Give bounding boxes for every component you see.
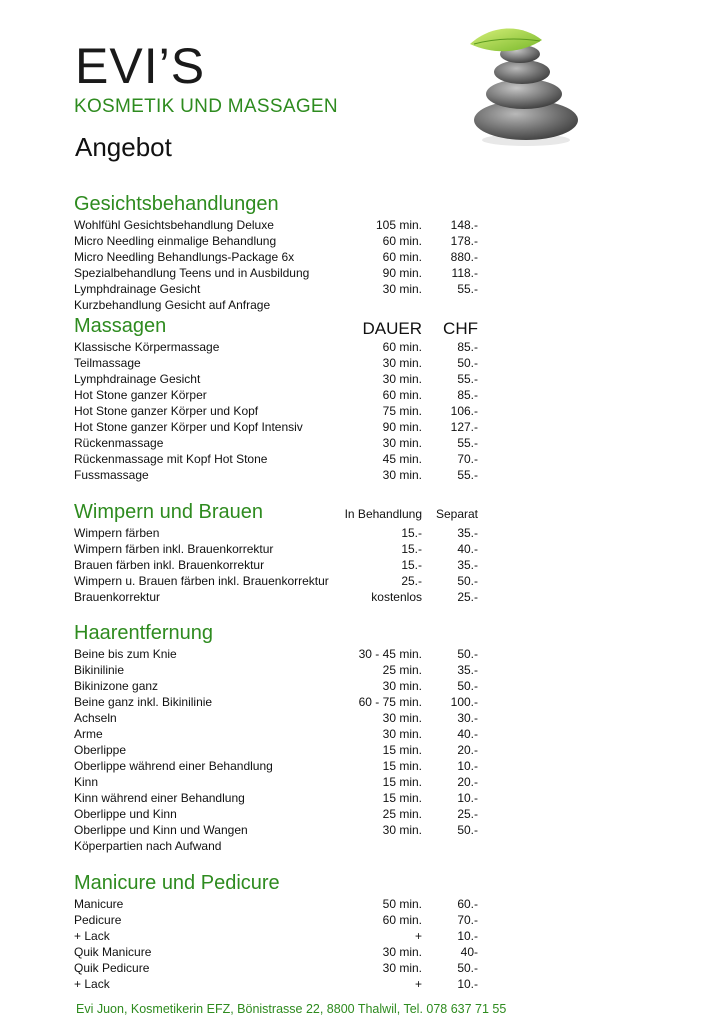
price-row bbox=[74, 281, 494, 297]
service-price: 85.- bbox=[457, 340, 478, 354]
section bbox=[74, 315, 494, 483]
service-name: Brauenkorrektur bbox=[74, 590, 161, 604]
section bbox=[74, 193, 494, 313]
price-row bbox=[74, 646, 494, 662]
service-price: 10.- bbox=[457, 929, 478, 943]
service-name: Achseln bbox=[74, 711, 117, 725]
service-name: Wimpern u. Brauen färben inkl. Brauenkorrektur bbox=[74, 574, 329, 588]
price-row bbox=[74, 419, 494, 435]
service-duration: 25.- bbox=[401, 574, 422, 588]
service-duration: 60 min. bbox=[382, 388, 422, 402]
price-row bbox=[74, 774, 494, 790]
service-price: 50.- bbox=[457, 647, 478, 661]
service-price: 55.- bbox=[457, 372, 478, 386]
service-duration: 25 min. bbox=[382, 663, 422, 677]
service-price: 40.- bbox=[457, 542, 478, 556]
service-duration: 50 min. bbox=[382, 897, 422, 911]
column-header-2: CHF bbox=[443, 319, 478, 338]
service-duration: 45 min. bbox=[382, 452, 422, 466]
service-duration: 30 min. bbox=[382, 823, 422, 837]
price-row bbox=[74, 233, 494, 249]
service-name: Teilmassage bbox=[74, 356, 141, 370]
service-duration: 105 min. bbox=[375, 218, 422, 232]
service-name: Kurzbehandlung Gesicht auf Anfrage bbox=[74, 298, 271, 312]
service-duration: 30 - 45 min. bbox=[358, 647, 422, 661]
section-header bbox=[74, 315, 494, 339]
price-row bbox=[74, 806, 494, 822]
service-price: 55.- bbox=[457, 282, 478, 296]
service-price: 40.- bbox=[457, 727, 478, 741]
price-row bbox=[74, 387, 494, 403]
price-row bbox=[74, 573, 494, 589]
service-price: 50.- bbox=[457, 356, 478, 370]
service-duration: 90 min. bbox=[382, 266, 422, 280]
service-name: Pedicure bbox=[74, 913, 122, 927]
price-row bbox=[74, 371, 494, 387]
column-header-2: Separat bbox=[435, 507, 478, 521]
service-duration: 30 min. bbox=[382, 372, 422, 386]
service-duration: 30 min. bbox=[382, 711, 422, 725]
service-duration: 60 min. bbox=[382, 913, 422, 927]
price-row bbox=[74, 339, 494, 355]
footer-contact: Evi Juon, Kosmetikerin EFZ, Bönistrasse 22, 8800 Thalwil, Tel. 078 637 71 55 bbox=[76, 1002, 507, 1016]
price-row bbox=[74, 726, 494, 742]
service-name: Oberlippe und Kinn und Wangen bbox=[74, 823, 248, 837]
service-duration: 90 min. bbox=[382, 420, 422, 434]
service-name: Oberlippe während einer Behandlung bbox=[74, 759, 273, 773]
service-duration: 25 min. bbox=[382, 807, 422, 821]
service-price: 118.- bbox=[451, 266, 478, 280]
service-name: Quik Manicure bbox=[74, 945, 152, 959]
service-price: 30.- bbox=[457, 711, 478, 725]
service-name: Hot Stone ganzer Körper und Kopf Intensiv bbox=[74, 420, 303, 434]
service-name: Wimpern färben inkl. Brauenkorrektur bbox=[74, 542, 274, 556]
service-duration: 15.- bbox=[401, 558, 422, 572]
service-price: 50.- bbox=[457, 679, 478, 693]
section-title: Wimpern und Brauen bbox=[74, 501, 263, 523]
service-name: Manicure bbox=[74, 897, 124, 911]
price-row bbox=[74, 557, 494, 573]
service-duration: 60 min. bbox=[382, 234, 422, 248]
service-duration: 30 min. bbox=[382, 727, 422, 741]
price-row bbox=[74, 217, 494, 233]
service-duration: 60 - 75 min. bbox=[358, 695, 422, 709]
service-price: 10.- bbox=[457, 977, 478, 991]
service-price: 70.- bbox=[457, 913, 478, 927]
price-row bbox=[74, 662, 494, 678]
service-duration: 30 min. bbox=[382, 436, 422, 450]
brand-title: EVI’S bbox=[75, 38, 206, 94]
service-duration: 75 min. bbox=[382, 404, 422, 418]
service-name: Klassische Körpermassage bbox=[74, 340, 220, 354]
service-price: 50.- bbox=[457, 574, 478, 588]
service-duration: 15.- bbox=[401, 542, 422, 556]
price-row bbox=[74, 297, 494, 313]
service-name: Fussmassage bbox=[74, 468, 149, 482]
service-duration: 60 min. bbox=[382, 250, 422, 264]
price-row bbox=[74, 742, 494, 758]
service-price: 50.- bbox=[457, 961, 478, 975]
section-title: Manicure und Pedicure bbox=[74, 872, 280, 894]
service-price: 178.- bbox=[450, 234, 478, 248]
service-name: Micro Needling einmalige Behandlung bbox=[74, 234, 277, 248]
service-duration: 30 min. bbox=[382, 468, 422, 482]
service-name: Quik Pedicure bbox=[74, 961, 150, 975]
price-row bbox=[74, 435, 494, 451]
price-row bbox=[74, 838, 494, 854]
service-duration: + bbox=[414, 977, 422, 991]
service-price: 25.- bbox=[457, 590, 478, 604]
price-row bbox=[74, 694, 494, 710]
service-price: 148.- bbox=[450, 218, 478, 232]
price-row bbox=[74, 525, 494, 541]
service-price: 85.- bbox=[457, 388, 478, 402]
service-name: Oberlippe und Kinn bbox=[74, 807, 177, 821]
section-title: Gesichtsbehandlungen bbox=[74, 193, 279, 215]
service-price: 127.- bbox=[450, 420, 478, 434]
service-duration: 30 min. bbox=[382, 679, 422, 693]
service-price: 40- bbox=[460, 945, 478, 959]
service-name: Lymphdrainage Gesicht bbox=[74, 282, 201, 296]
column-header-1: DAUER bbox=[362, 319, 422, 338]
service-duration: 15.- bbox=[401, 526, 422, 540]
service-price: 35.- bbox=[457, 663, 478, 677]
service-price: 880.- bbox=[450, 250, 478, 264]
service-price: 106.- bbox=[450, 404, 478, 418]
price-row bbox=[74, 710, 494, 726]
section bbox=[74, 622, 494, 854]
price-row bbox=[74, 944, 494, 960]
price-row bbox=[74, 790, 494, 806]
service-price: 10.- bbox=[457, 759, 478, 773]
service-price: 55.- bbox=[457, 468, 478, 482]
section-header bbox=[74, 872, 494, 896]
service-name: Lymphdrainage Gesicht bbox=[74, 372, 201, 386]
price-row bbox=[74, 467, 494, 483]
price-row bbox=[74, 822, 494, 838]
service-name: Wohlfühl Gesichtsbehandlung Deluxe bbox=[74, 218, 274, 232]
price-row bbox=[74, 249, 494, 265]
service-name: Micro Needling Behandlungs-Package 6x bbox=[74, 250, 295, 264]
price-row bbox=[74, 589, 494, 605]
service-price: 70.- bbox=[457, 452, 478, 466]
service-price: 20.- bbox=[457, 743, 478, 757]
service-price: 60.- bbox=[457, 897, 478, 911]
section-title: Massagen bbox=[74, 315, 167, 337]
price-row bbox=[74, 976, 494, 992]
section-header bbox=[74, 193, 494, 217]
price-row bbox=[74, 451, 494, 467]
service-name: Oberlippe bbox=[74, 743, 127, 757]
service-price: 20.- bbox=[457, 775, 478, 789]
brand-subtitle: KOSMETIK UND MASSAGEN bbox=[74, 96, 338, 117]
service-duration: 30 min. bbox=[382, 945, 422, 959]
service-price: 25.- bbox=[457, 807, 478, 821]
price-row bbox=[74, 960, 494, 976]
service-duration: 15 min. bbox=[382, 791, 422, 805]
price-row bbox=[74, 928, 494, 944]
service-name: Beine ganz inkl. Bikinilinie bbox=[74, 695, 213, 709]
service-price: 35.- bbox=[457, 526, 478, 540]
service-name: Brauen färben inkl. Brauenkorrektur bbox=[74, 558, 265, 572]
service-name: Bikinizone ganz bbox=[74, 679, 159, 693]
price-row bbox=[74, 678, 494, 694]
price-row bbox=[74, 403, 494, 419]
price-row bbox=[74, 355, 494, 371]
service-name: Spezialbehandlung Teens und in Ausbildung bbox=[74, 266, 310, 280]
service-duration: 30 min. bbox=[382, 282, 422, 296]
service-name: + Lack bbox=[74, 977, 110, 991]
service-name: Hot Stone ganzer Körper und Kopf bbox=[74, 404, 259, 418]
service-duration: 15 min. bbox=[382, 775, 422, 789]
price-row bbox=[74, 541, 494, 557]
price-row bbox=[74, 896, 494, 912]
service-name: Kinn während einer Behandlung bbox=[74, 791, 245, 805]
service-name: Beine bis zum Knie bbox=[74, 647, 177, 661]
price-row bbox=[74, 265, 494, 281]
service-name: Wimpern färben bbox=[74, 526, 160, 540]
service-name: Hot Stone ganzer Körper bbox=[74, 388, 207, 402]
service-name: Arme bbox=[74, 727, 103, 741]
section bbox=[74, 501, 494, 605]
service-duration: + bbox=[414, 929, 422, 943]
section bbox=[74, 872, 494, 992]
service-price: 50.- bbox=[457, 823, 478, 837]
service-duration: 15 min. bbox=[382, 759, 422, 773]
price-row bbox=[74, 912, 494, 928]
page-heading: Angebot bbox=[75, 132, 172, 162]
service-price: 100.- bbox=[450, 695, 478, 709]
section-header bbox=[74, 501, 494, 525]
service-name: + Lack bbox=[74, 929, 110, 943]
service-duration: 60 min. bbox=[382, 340, 422, 354]
price-row bbox=[74, 758, 494, 774]
service-name: Bikinilinie bbox=[74, 663, 125, 677]
service-duration: kostenlos bbox=[371, 590, 422, 604]
service-price: 35.- bbox=[457, 558, 478, 572]
service-duration: 30 min. bbox=[382, 356, 422, 370]
service-name: Kinn bbox=[74, 775, 99, 789]
service-duration: 30 min. bbox=[382, 961, 422, 975]
service-duration: 15 min. bbox=[382, 743, 422, 757]
service-name: Rückenmassage mit Kopf Hot Stone bbox=[74, 452, 268, 466]
column-header-1: In Behandlung bbox=[344, 507, 422, 521]
service-price: 10.- bbox=[457, 791, 478, 805]
section-header bbox=[74, 622, 494, 646]
service-name: Rückenmassage bbox=[74, 436, 164, 450]
section-title: Haarentfernung bbox=[74, 622, 213, 644]
zen-stones-with-leaf-icon bbox=[462, 22, 586, 150]
service-price: 55.- bbox=[457, 436, 478, 450]
service-name: Köperpartien nach Aufwand bbox=[74, 839, 222, 853]
